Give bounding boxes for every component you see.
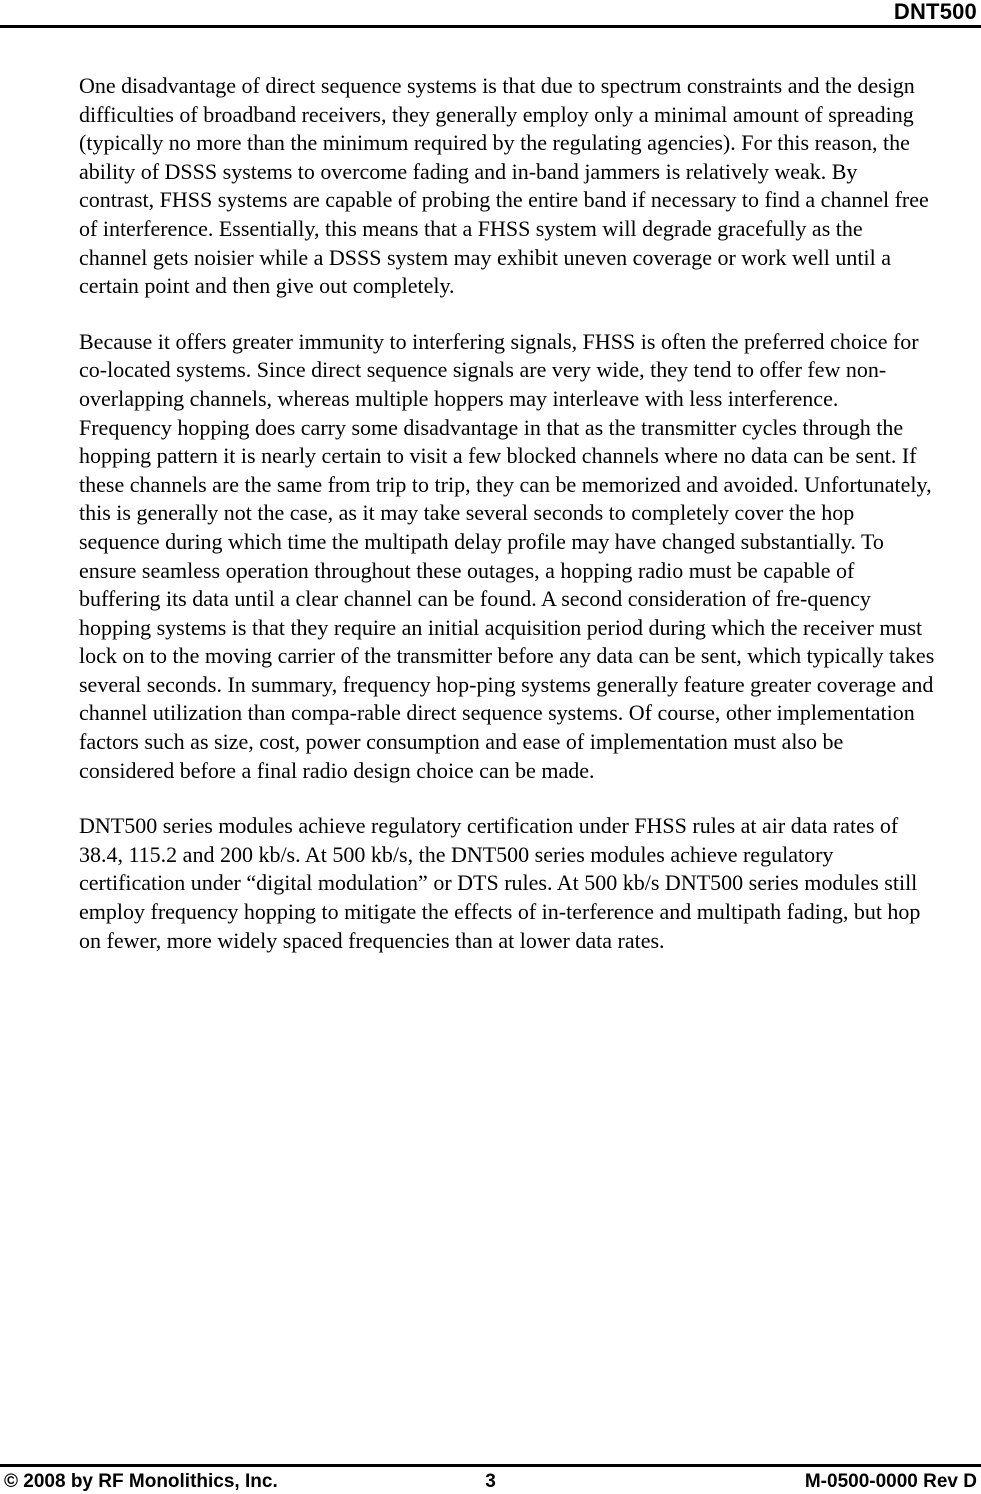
footer-copyright: © 2008 by RF Monolithics, Inc. (4, 1471, 278, 1492)
document-body (79, 72, 935, 982)
paragraph-dnt500-certification: DNT500 series modules achieve regulatory certification under FHSS rules at air data rates of 38.4, 115.2 and 200 kb/s. At 500 kb/s, the DNT500 series modules achieve regulatory certification under “digital modulation” or DTS rules. At 500 kb/s DNT500 series modules still employ frequency hopping to mitigate the effects of in-terference and multipath fading, but hop on fewer, more widely spaced frequencies than at lower data rates. (79, 813, 921, 953)
paragraph-co-located-systems: Because it offers greater immunity to interfering signals, FHSS is often the preferred choice for co-located systems. Since direct sequence signals are very wide, they tend to offer few non-overlapping channels, whereas multiple hoppers may interleave with less interference. Frequency hopping does carry some disadvantage in that as the transmitter cycles through the hopping pattern it is nearly certain to visit a few blocked channels where no data can be sent. If these channels are the same from trip to trip, they can be memorized and avoided. Unfortunately, this is generally not the case, as it may take several seconds to completely cover the hop sequence during which time the multipath delay profile may have changed substantially. To ensure seamless operation throughout these outages, a hopping radio must be capable of buffering its data until a clear channel can be found. A second consideration of fre-quency hopping systems is that they require an initial acquisition period during which the receiver must lock on to the moving carrier of the transmitter before any data can be sent, which typically takes several seconds. In summary, frequency hop-ping systems generally feature greater coverage and channel utilization than compa-rable direct sequence systems. Of course, other implementation factors such as size, cost, power consumption and ease of implementation must also be considered before a final radio design choice can be made. (79, 328, 935, 783)
paragraph-fhss-vs-dsss: One disadvantage of direct sequence systems is that due to spectrum constraints and the design difficulties of broadband receivers, they generally employ only a minimal amount of spreading (typically no more than the minimum required by the regulating agencies). For this reason, the ability of DSSS systems to overcome fading and in-band jammers is relatively weak. By contrast, FHSS systems are capable of probing the entire band if necessary to find a channel free of interference. Essentially, this means that a FHSS system will degrade gracefully as the channel gets noisier while a DSSS system may exhibit uneven coverage or work well until a certain point and then give out completely. (79, 73, 929, 299)
footer-doc-id: M-0500-0000 Rev D (804, 1471, 977, 1492)
header-rule (0, 25, 981, 28)
footer-page-number: 3 (485, 1471, 496, 1492)
header-title: DNT500 (893, 0, 977, 24)
footer-rule (0, 1464, 981, 1467)
page-footer (4, 1471, 977, 1493)
